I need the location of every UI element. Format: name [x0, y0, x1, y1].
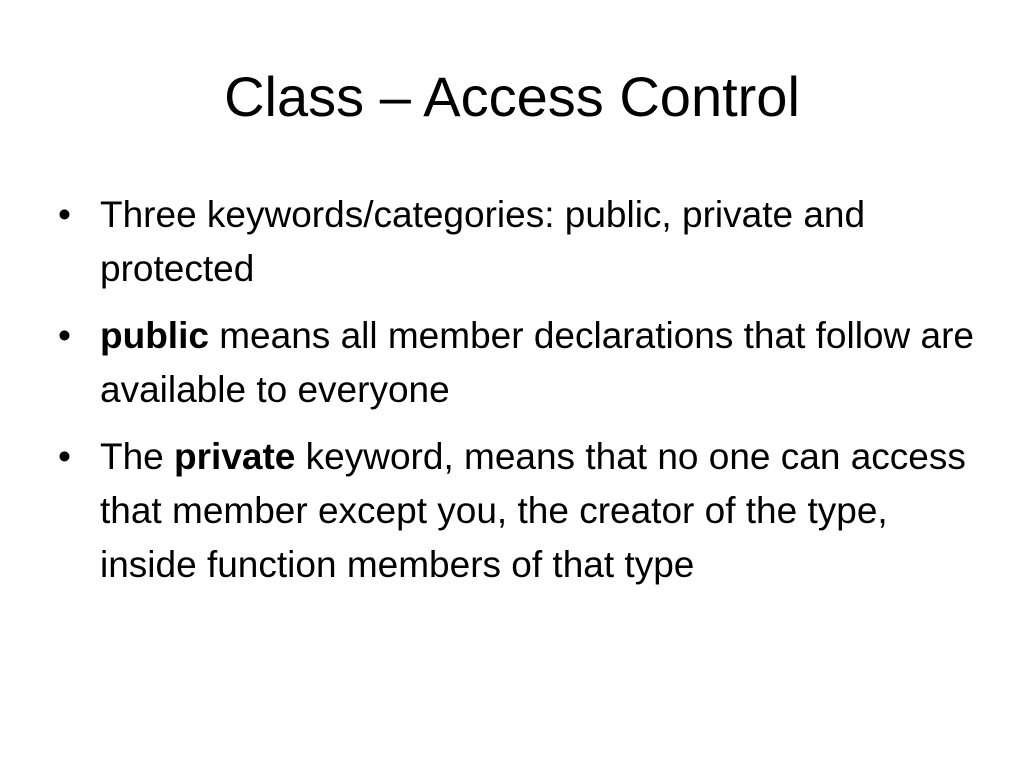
keyword-private: private: [174, 436, 296, 477]
bullet-icon: •: [58, 315, 71, 356]
bullet-lead-text: The: [100, 436, 175, 477]
bullet-text: means all member declarations that follow are available to everyone: [100, 315, 974, 410]
bullet-icon: •: [58, 436, 71, 477]
bullet-text: Three keywords/categories: public, private and protected: [100, 194, 866, 289]
bullet-text: keyword, means that no one can access that member except you, the creator of the type, inside function members of that type: [100, 436, 966, 585]
bullet-item-public: [58, 309, 978, 417]
keyword-public: public: [100, 315, 209, 356]
slide-title: Class – Access Control: [224, 65, 800, 128]
bullet-list: [58, 188, 978, 605]
bullet-icon: •: [58, 194, 71, 235]
bullet-item-private: [58, 430, 978, 592]
bullet-item-keywords: [58, 188, 978, 296]
